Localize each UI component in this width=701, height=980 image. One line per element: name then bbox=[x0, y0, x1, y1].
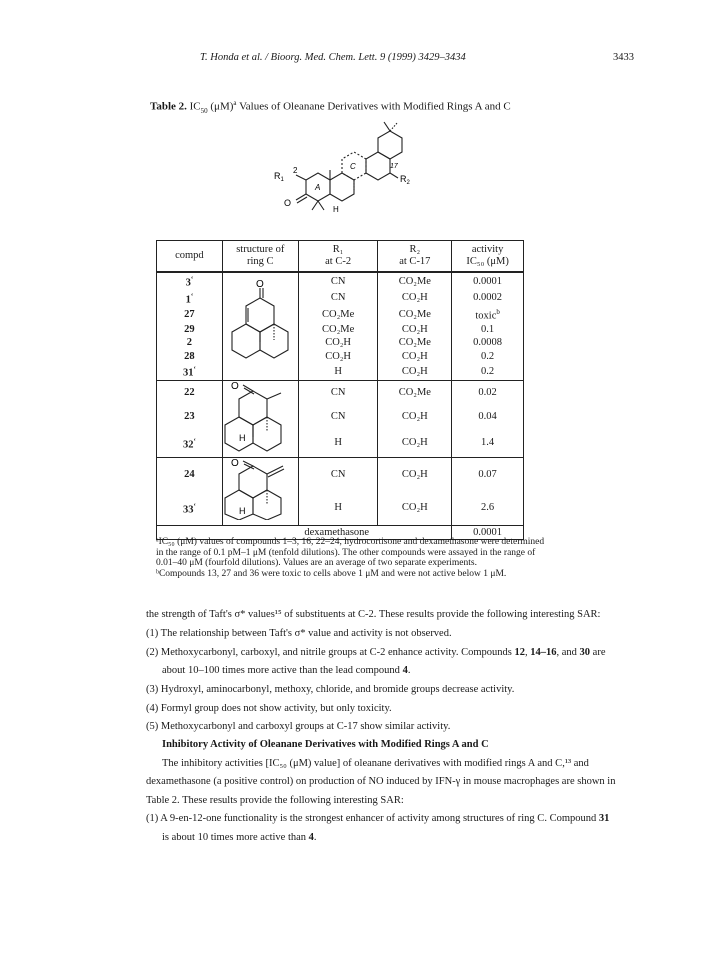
header-activity: activity IC₅₀ (μM) bbox=[452, 241, 524, 273]
sar2-item-1-cont: is about 10 times more active than 4. bbox=[162, 832, 317, 843]
running-header bbox=[0, 52, 701, 68]
r2-label: $R_2$ bbox=[400, 174, 410, 186]
ring-c3-h-label: H bbox=[239, 506, 246, 516]
sar2-item-1: (1) A 9-en-12-one functionality is the strongest enhancer of activity among structures of ring C. Compound 31 bbox=[146, 813, 610, 824]
ic50-table bbox=[156, 240, 524, 540]
ring-c2-o-label: O bbox=[231, 380, 240, 392]
page-number: 3433 bbox=[613, 52, 634, 63]
c2-label: 2 bbox=[293, 166, 298, 175]
ring-c-o-label: O bbox=[256, 279, 265, 291]
caption-text: Values of Oleanane Derivatives with Modified Rings A and C bbox=[239, 100, 511, 113]
table-row: 29 CO₂Me CO₂H 0.1 bbox=[157, 323, 524, 337]
section-heading: Inhibitory Activity of Oleanane Derivatives with Modified Rings A and C bbox=[162, 739, 489, 750]
dexamethasone-activity: 0.0001 bbox=[452, 525, 524, 539]
ring-c-dienone-drawing bbox=[223, 458, 297, 520]
sar-item-2-cont: about 10–100 times more active than the lead compound 4. bbox=[162, 665, 411, 676]
table-row: 1‘ CN CO₂H 0.0002 bbox=[157, 290, 524, 307]
sar-item-4: (4) Formyl group does not show activity, but only toxicity. bbox=[146, 703, 392, 714]
table-row: 33‘ H CO₂H 2.6 bbox=[157, 491, 524, 525]
sar-item-2: (2) Methoxycarbonyl, carboxyl, and nitrile groups at C-2 enhance activity. Compounds 12, 14–16, and 30 are bbox=[146, 647, 606, 658]
ring-a-label: A bbox=[315, 183, 321, 192]
table-row: 24 O H CN CO₂H 0.07 bbox=[157, 457, 524, 491]
table-label: Table 2. bbox=[150, 100, 187, 113]
paragraph-taft: the strength of Taft's σ* values¹⁵ of substituents at C-2. These results provide the following interesting SAR: bbox=[146, 609, 601, 620]
dexamethasone-label: dexamethasone bbox=[222, 525, 451, 539]
ring-c2-h-label: H bbox=[239, 432, 246, 443]
h-label: H bbox=[333, 205, 339, 214]
table-row: 3‘ O CN CO₂Me 0.0001 bbox=[157, 272, 524, 290]
sar-item-5: (5) Methoxycarbonyl and carboxyl groups at C-17 show similar activity. bbox=[146, 721, 451, 732]
ring-c-enone-drawing bbox=[223, 278, 297, 370]
paragraph-line-1: The inhibitory activities [IC₅₀ (μM) value] of oleanane derivatives with modified rings A and C,¹³ and bbox=[162, 758, 589, 769]
table-caption: Table 2. $IC_{50}$ $(\mu M)^a$ Values of Oleanane Derivatives with Modified Rings A and C bbox=[150, 99, 511, 115]
header-r1: R₁ at C-2 bbox=[298, 241, 378, 273]
table-row: 31‘ H CO₂H 0.2 bbox=[157, 363, 524, 380]
table-row: 23 CN CO₂H 0.04 bbox=[157, 405, 524, 430]
table-row: 28 CO₂H CO₂H 0.2 bbox=[157, 350, 524, 364]
table-header-row bbox=[157, 241, 524, 273]
ring-c-ketone-drawing bbox=[223, 381, 297, 453]
footnote-a: ᵃIC₅₀ (μM) values of compounds 1–3, 16, 22–24, hydrocortisone and dexamethasone were determined in the range of 0.1 pM–1 μM (tenfold dilutions). The other compounds were assayed in the range of 0.01–40 μM (fourfold dilutions). Values are an average of two separate experiments. ᵇCompounds 13, 27 and 36 were toxic to cells above 1 μM and were not active below 1 μM. bbox=[156, 537, 556, 579]
table-row: 2 CO₂H CO₂Me 0.0008 bbox=[157, 336, 524, 350]
sar-item-1: (1) The relationship between Taft's σ* value and activity is not observed. bbox=[146, 628, 452, 639]
c17-label: 17 bbox=[390, 163, 398, 170]
ring-c-label: C bbox=[350, 162, 356, 171]
ring-c3-o-label: O bbox=[231, 458, 240, 469]
paragraph-line-2: dexamethasone (a positive control) on production of NO induced by IFN-γ in mouse macrophages are shown in bbox=[146, 776, 616, 787]
core-structure-figure bbox=[248, 118, 438, 230]
ring-c-structure-ketone bbox=[222, 380, 298, 457]
header-r2: R₂ at C-17 bbox=[378, 241, 452, 273]
table-row: 22 O H CN CO₂Me 0.02 bbox=[157, 380, 524, 405]
paragraph-line-3: Table 2. These results provide the following interesting SAR: bbox=[146, 795, 404, 806]
header-compd: compd bbox=[157, 241, 223, 273]
ketone-o-label: O bbox=[284, 198, 292, 208]
header-structure: structure of ring C bbox=[222, 241, 298, 273]
sar-item-3: (3) Hydroxyl, aminocarbonyl, methoxy, chloride, and bromide groups decrease activity. bbox=[146, 684, 515, 695]
journal-citation: T. Honda et al. / Bioorg. Med. Chem. Lett. 9 (1999) 3429–3434 bbox=[200, 52, 466, 63]
ring-c-structure-dienone bbox=[222, 457, 298, 525]
table-row: 27 CO₂Me CO₂Me toxic$^b$ bbox=[157, 306, 524, 323]
r1-label: $R_1$ bbox=[274, 171, 284, 183]
table-row: 32‘ H CO₂H 1.4 bbox=[157, 429, 524, 457]
footnote-b: ᵇCompounds 13, 27 and 36 were toxic to cells above 1 μM and were not active below 1 μM. bbox=[156, 568, 507, 579]
ring-c-structure-enone bbox=[222, 272, 298, 380]
